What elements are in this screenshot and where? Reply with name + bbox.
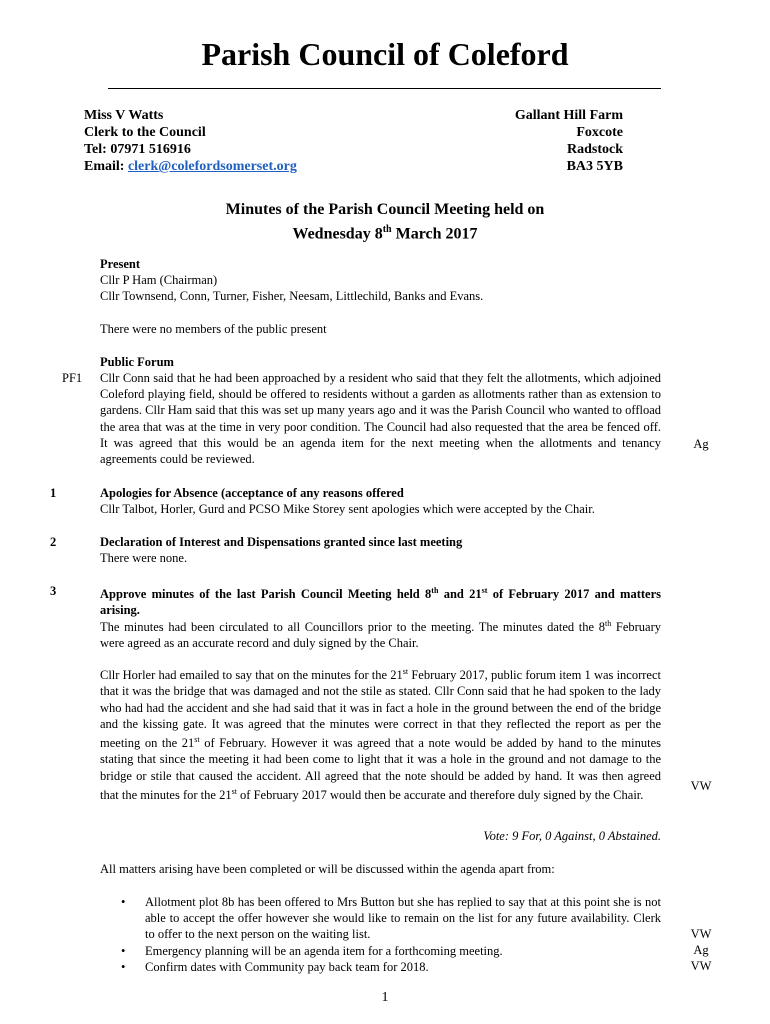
- list-item: • Confirm dates with Community pay back team for 2018.: [121, 959, 429, 974]
- item-heading: Apologies for Absence (acceptance of any reasons offered: [100, 486, 404, 500]
- present-heading: Present: [100, 257, 141, 271]
- item-apologies: [100, 485, 661, 517]
- clerk-contact-block: [84, 107, 297, 175]
- bullet-action: Ag: [693, 943, 709, 958]
- public-forum-text: Cllr Conn said that he had been approached by a resident who said that they felt the allotments, which adjoined Coleford playing field, should be offered to residents without a garden as allotments rather than as extension to gardens. Cllr Ham said that this was set up many years ago and it was the Parish Council who wanted to offload the area that was at the time in very poor condition. The Council had also requested that the area be fenced off. It was agreed that this would be an agenda item for the next meeting when the allotments and tenancy agreements could be reviewed.: [100, 371, 661, 467]
- item3-heading: Approve minutes of the last Parish Council Meeting held 8th and 21st of February 2017 and matters arising.: [100, 586, 662, 618]
- matters-arising-list: [100, 894, 661, 975]
- item-number: 2: [50, 535, 57, 549]
- item-heading: Declaration of Interest and Dispensations granted since last meeting: [100, 535, 463, 549]
- address-block: [515, 107, 623, 175]
- item3-paragraph-2: Cllr Horler had emailed to say that on the minutes for the 21st February 2017, public forum item 1 was incorrect that it was the bridge that was damaged and not the stile as stated. Cllr Conn said that he had spoken to the lady who had had the accident and she had said that it was in fact a hole in the ground between the end of the bridge and the kissing gate. It was agreed that the minutes were correct in that they reflected the report as per the meeting on the 21st of February. However it was agreed that a note would be added by hand to the minutes stating that since the meeting it had been come to light that it was a hole in the ground and not damage to the bridge or stile that caused the accident. All agreed that the note should be added by hand. It was then agreed that the minutes for the 21st of February 2017 would then be accurate and therefore duly signed by the Chair.: [100, 667, 661, 802]
- item-text: There were none.: [100, 551, 188, 566]
- bullet-action: VW: [690, 959, 712, 974]
- matters-arising-intro: All matters arising have been completed or will be discussed within the agenda apart from:: [100, 862, 555, 876]
- clerk-name: Miss V Watts: [84, 108, 164, 123]
- item3-paragraph-1: The minutes had been circulated to all Councillors prior to the meeting. The minutes dated the 8th February were agreed as an accurate record and duly signed by the Chair.: [100, 619, 661, 651]
- page-number: 1: [381, 990, 389, 1005]
- present-section: [100, 256, 661, 305]
- public-forum-heading: Public Forum: [100, 355, 174, 369]
- meeting-title-line1: Minutes of the Parish Council Meeting held on: [225, 201, 545, 218]
- item-number: 3: [50, 584, 57, 598]
- public-forum-ref: PF1: [62, 371, 83, 385]
- bullet-actions: [686, 926, 716, 975]
- meeting-title: [0, 200, 770, 244]
- item-number: 1: [50, 486, 57, 500]
- clerk-email-row: [84, 158, 297, 175]
- clerk-role: Clerk to the Council: [84, 125, 206, 140]
- item-text: Cllr Talbot, Horler, Gurd and PCSO Mike Storey sent apologies which were accepted by the Chair.: [100, 502, 595, 517]
- item-declarations: [100, 534, 661, 566]
- bullet-action: VW: [690, 927, 712, 941]
- bullet-icon: •: [121, 943, 126, 958]
- public-forum-action: Ag: [693, 437, 709, 451]
- vote-result: Vote: 9 For, 0 Against, 0 Abstained.: [483, 829, 661, 843]
- address-line: Radstock: [566, 142, 623, 157]
- item3-action: VW: [690, 779, 712, 793]
- address-line: Gallant Hill Farm: [514, 108, 623, 123]
- clerk-tel: Tel: 07971 516916: [84, 142, 191, 157]
- present-chair: Cllr P Ham (Chairman): [100, 273, 218, 288]
- list-item: • Allotment plot 8b has been offered to Mrs Button but she has replied to say that at this point she is not able to accept the offer however she would like to remain on the list for any future availability. Clerk to offer to the next person on the waiting list.: [121, 895, 661, 942]
- bullet-icon: •: [121, 895, 126, 909]
- address-line: Foxcote: [576, 125, 623, 140]
- address-line: BA3 5YB: [566, 159, 623, 174]
- present-members: Cllr Townsend, Conn, Turner, Fisher, Neesam, Littlechild, Banks and Evans.: [100, 289, 484, 304]
- bullet-icon: •: [121, 959, 126, 974]
- meeting-title-line2: Wednesday 8th March 2017: [292, 224, 478, 243]
- list-item: • Emergency planning will be an agenda item for a forthcoming meeting.: [121, 943, 503, 958]
- email-label: Email:: [84, 159, 128, 174]
- header-divider: [108, 88, 661, 89]
- page-title: Parish Council of Coleford: [201, 36, 569, 72]
- public-attendance-note: There were no members of the public present: [100, 322, 327, 336]
- email-link[interactable]: clerk@colefordsomerset.org: [127, 159, 297, 174]
